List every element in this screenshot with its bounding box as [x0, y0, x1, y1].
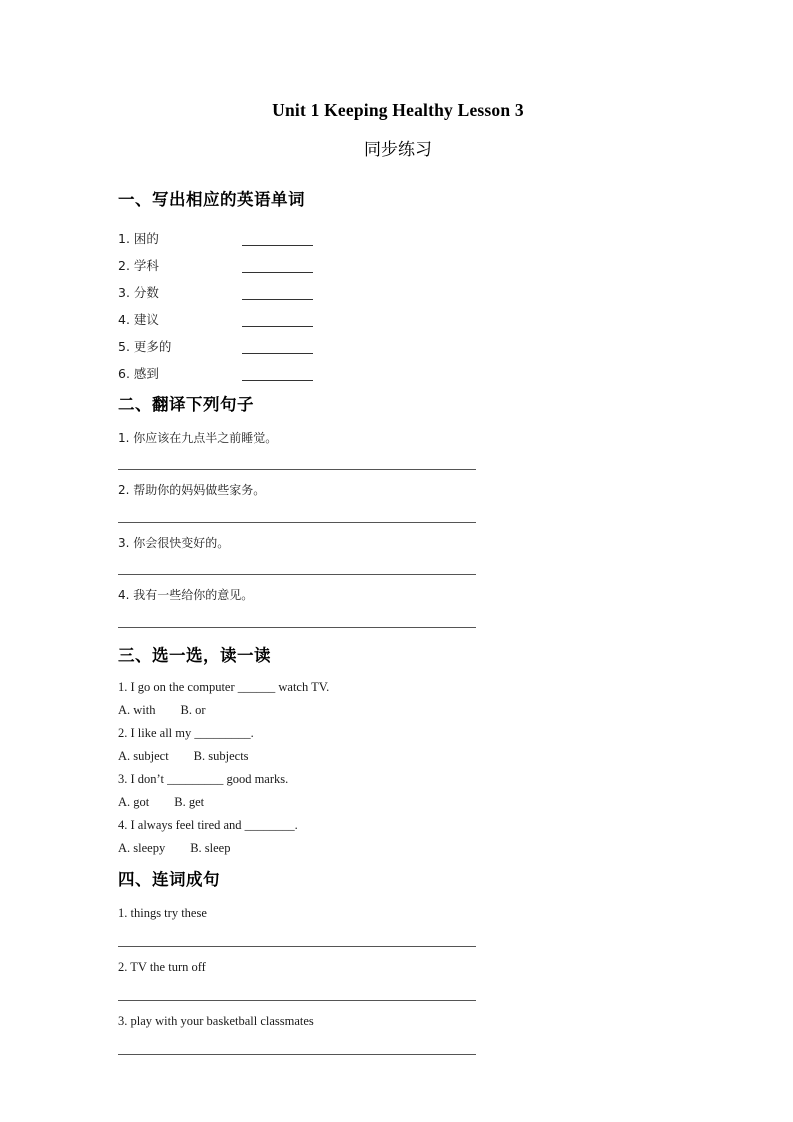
list-item [118, 680, 678, 718]
list-item [118, 483, 678, 522]
answer-blank[interactable] [242, 367, 313, 381]
vocabulary-list [118, 219, 678, 381]
section-heading-vocabulary: 一、写出相应的英语单词 [118, 190, 305, 209]
word-order-prompt: 2. TV the turn off [118, 959, 206, 974]
list-item [118, 219, 678, 246]
list-item [118, 588, 678, 627]
list-item [118, 327, 678, 354]
translation-prompt: 4. 我有一些给你的意见。 [118, 588, 254, 603]
translation-prompt: 3. 你会很快变好的。 [118, 535, 230, 550]
mc-question: 4. I always feel tired and ________. [118, 817, 298, 832]
mc-options[interactable]: A. subject B. subjects [118, 748, 249, 763]
answer-blank[interactable] [242, 286, 313, 300]
list-item [118, 300, 678, 327]
answer-rule-line[interactable] [118, 1054, 476, 1055]
answer-rule-line[interactable] [118, 469, 476, 470]
mc-options[interactable]: A. with B. or [118, 702, 206, 717]
vocabulary-label: 3. 分数 [118, 285, 159, 301]
list-item [118, 726, 678, 764]
answer-blank[interactable] [242, 340, 313, 354]
vocabulary-label: 1. 困的 [118, 231, 159, 247]
answer-blank[interactable] [242, 313, 313, 327]
list-item [118, 906, 678, 947]
answer-blank[interactable] [242, 232, 313, 246]
list-item [118, 246, 678, 273]
answer-blank[interactable] [242, 259, 313, 273]
section-heading-word-order: 四、连词成句 [118, 869, 220, 889]
list-item [118, 818, 678, 856]
list-item [118, 772, 678, 810]
mc-question: 3. I don’t _________ good marks. [118, 771, 289, 786]
list-item [118, 431, 678, 470]
multiple-choice-list [118, 680, 678, 856]
mc-options[interactable]: A. got B. get [118, 794, 205, 809]
list-item [118, 1014, 678, 1055]
mc-question: 1. I go on the computer ______ watch TV. [118, 679, 330, 694]
answer-rule-line[interactable] [118, 946, 476, 947]
mc-options[interactable]: A. sleepy B. sleep [118, 840, 231, 855]
vocabulary-label: 2. 学科 [118, 258, 159, 274]
translation-prompt: 2. 帮助你的妈妈做些家务。 [118, 483, 266, 498]
section-heading-translation: 二、翻译下列句子 [118, 395, 254, 414]
answer-rule-line[interactable] [118, 522, 476, 523]
translation-list [118, 431, 678, 628]
list-item [118, 536, 678, 575]
mc-question: 2. I like all my _________. [118, 725, 254, 740]
page-subtitle: 同步练习 [364, 140, 432, 160]
word-order-prompt: 3. play with your basketball classmates [118, 1013, 314, 1028]
list-item [118, 273, 678, 300]
list-item [118, 960, 678, 1001]
translation-prompt: 1. 你应该在九点半之前睡觉。 [118, 431, 278, 445]
answer-rule-line[interactable] [118, 1000, 476, 1001]
document-body [118, 0, 678, 1055]
word-order-list [118, 906, 678, 1055]
vocabulary-label: 6. 感到 [118, 366, 159, 382]
answer-rule-line[interactable] [118, 574, 476, 575]
section-heading-multiple-choice: 三、选一选，读一读 [118, 645, 271, 665]
vocabulary-label: 4. 建议 [118, 312, 159, 328]
word-order-prompt: 1. things try these [118, 905, 207, 920]
vocabulary-label: 5. 更多的 [118, 339, 172, 355]
list-item [118, 354, 678, 381]
page-title: Unit 1 Keeping Healthy Lesson 3 [272, 100, 524, 120]
